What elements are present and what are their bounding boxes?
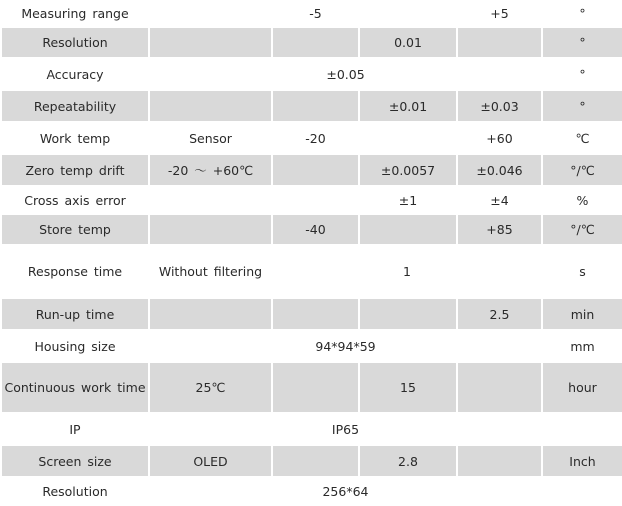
table-row — [1, 122, 622, 154]
table-cell — [272, 298, 359, 330]
table-cell: -5 — [272, 0, 359, 27]
table-cell: Sensor — [149, 122, 272, 154]
row-label: IP — [1, 413, 149, 445]
row-label: Resolution — [1, 27, 149, 58]
table-row — [1, 58, 622, 90]
table-cell: hour — [542, 362, 622, 413]
table-cell: 25℃ — [149, 362, 272, 413]
table-cell — [149, 27, 272, 58]
table-cell: 256*64 — [149, 477, 542, 505]
table-cell: ±0.0057 — [359, 154, 457, 186]
table-cell — [149, 186, 272, 214]
table-cell: ±4 — [457, 186, 542, 214]
table-cell: ±0.03 — [457, 90, 542, 122]
table-cell: ° — [542, 58, 622, 90]
table-cell — [359, 214, 457, 245]
row-label: Housing size — [1, 330, 149, 362]
table-cell: -20 — [272, 122, 359, 154]
table-cell: °/℃ — [542, 214, 622, 245]
table-row — [1, 445, 622, 477]
table-cell: 94*94*59 — [149, 330, 542, 362]
row-label: Response time — [1, 245, 149, 298]
table-cell — [272, 445, 359, 477]
table-cell: ±1 — [359, 186, 457, 214]
row-label: Cross axis error — [1, 186, 149, 214]
table-row — [1, 27, 622, 58]
table-cell — [359, 122, 457, 154]
table-cell — [542, 413, 622, 445]
row-label: Store temp — [1, 214, 149, 245]
table-row — [1, 214, 622, 245]
table-cell — [272, 362, 359, 413]
table-row — [1, 298, 622, 330]
row-label: Accuracy — [1, 58, 149, 90]
table-row — [1, 413, 622, 445]
table-cell — [457, 27, 542, 58]
table-cell — [359, 298, 457, 330]
table-row — [1, 245, 622, 298]
table-cell — [272, 90, 359, 122]
table-cell — [457, 445, 542, 477]
table-cell: 0.01 — [359, 27, 457, 58]
table-cell: +5 — [457, 0, 542, 27]
table-cell: IP65 — [149, 413, 542, 445]
table-cell: 15 — [359, 362, 457, 413]
table-cell: OLED — [149, 445, 272, 477]
table-row — [1, 90, 622, 122]
row-label: Screen size — [1, 445, 149, 477]
table-cell: ° — [542, 90, 622, 122]
table-cell: s — [542, 245, 622, 298]
row-label: Work temp — [1, 122, 149, 154]
table-cell: ℃ — [542, 122, 622, 154]
table-cell: 2.8 — [359, 445, 457, 477]
table-cell: 1 — [272, 245, 542, 298]
row-label: Zero temp drift — [1, 154, 149, 186]
table-row — [1, 0, 622, 27]
table-cell — [272, 186, 359, 214]
table-cell: -40 — [272, 214, 359, 245]
table-cell: -20 ～ +60℃ — [149, 154, 272, 186]
table-cell — [149, 298, 272, 330]
table-cell: 2.5 — [457, 298, 542, 330]
table-cell: min — [542, 298, 622, 330]
row-label: Run-up time — [1, 298, 149, 330]
table-row — [1, 477, 622, 505]
table-cell — [272, 154, 359, 186]
row-label: Resolution — [1, 477, 149, 505]
spec-table-body — [1, 0, 622, 505]
table-cell — [149, 214, 272, 245]
table-cell: Without filtering — [149, 245, 272, 298]
table-cell — [359, 0, 457, 27]
row-label: Repeatability — [1, 90, 149, 122]
table-row — [1, 330, 622, 362]
table-cell: ±0.046 — [457, 154, 542, 186]
table-cell — [149, 90, 272, 122]
table-cell: ° — [542, 0, 622, 27]
table-row — [1, 154, 622, 186]
table-cell — [457, 362, 542, 413]
table-cell: +85 — [457, 214, 542, 245]
table-cell: °/℃ — [542, 154, 622, 186]
table-row — [1, 362, 622, 413]
table-cell: ±0.05 — [149, 58, 542, 90]
table-cell: ±0.01 — [359, 90, 457, 122]
table-row — [1, 186, 622, 214]
table-cell — [542, 477, 622, 505]
table-cell: mm — [542, 330, 622, 362]
table-cell — [149, 0, 272, 27]
table-cell — [272, 27, 359, 58]
table-cell: % — [542, 186, 622, 214]
table-cell: ° — [542, 27, 622, 58]
table-cell: Inch — [542, 445, 622, 477]
row-label: Continuous work time — [1, 362, 149, 413]
row-label: Measuring range — [1, 0, 149, 27]
table-cell: +60 — [457, 122, 542, 154]
